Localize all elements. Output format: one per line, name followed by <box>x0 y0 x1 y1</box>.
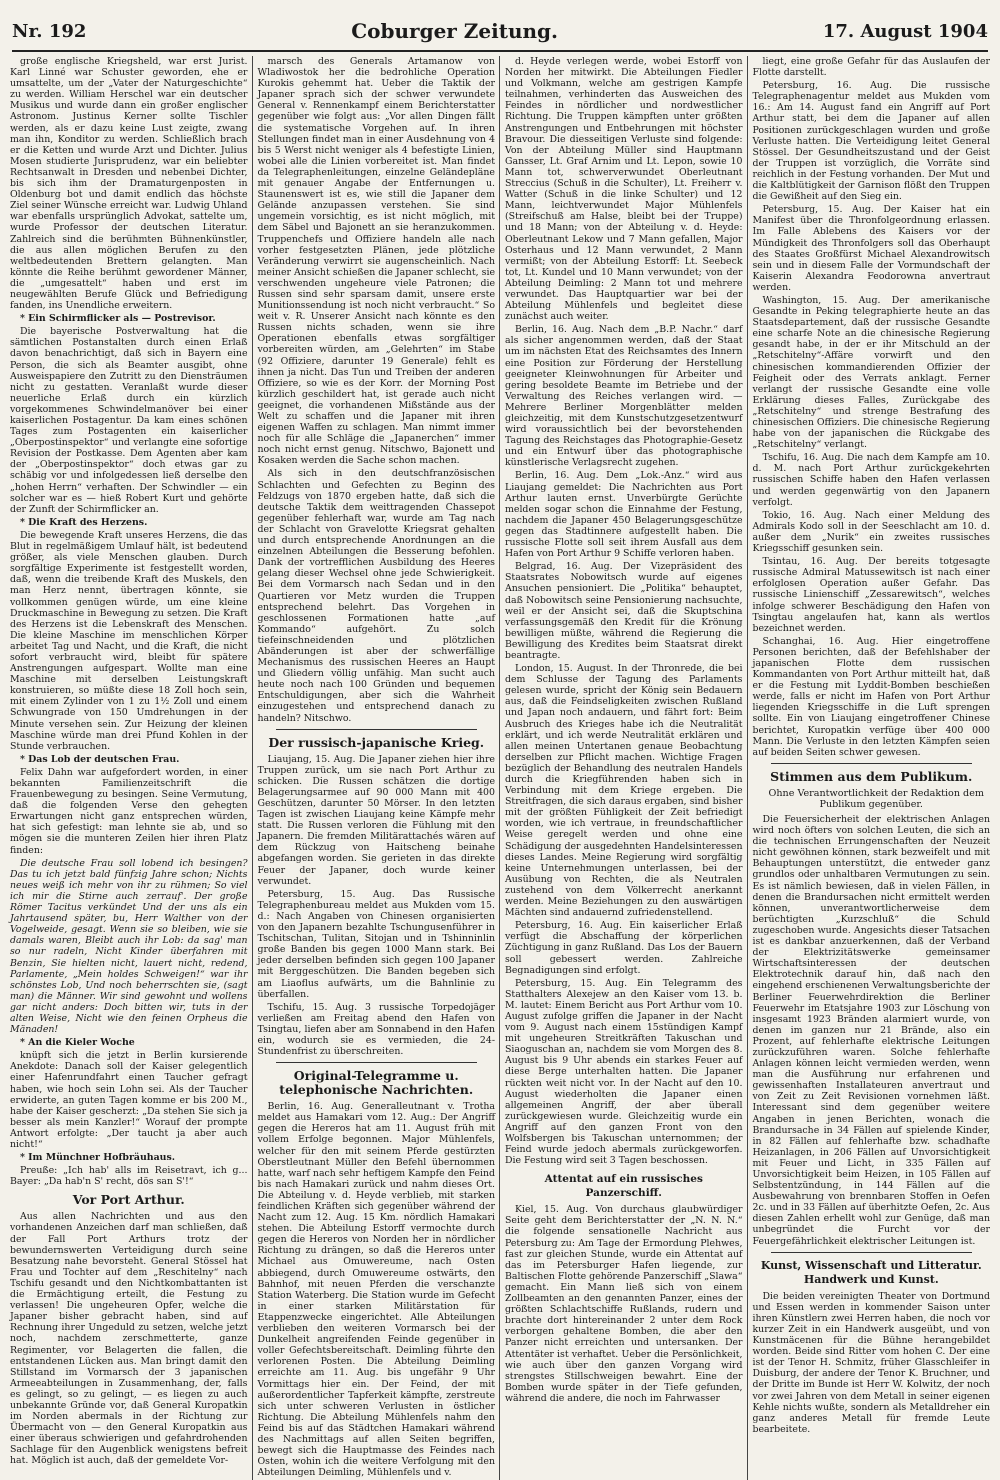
article-text: Schanghai, 16. Aug. Hier eingetroffene Personen berichten, daß der Befehlshaber der japanischen Flotte dem russischen Kommandanten von Port Arthur mitteilt hat, daß er die Festung mit Lyddit-Bomben beschießen werde, falls er nicht im Hafen von Port Arthur liegenden Kriegsschiffe in die Luft sprengen sollte. Ein von Liaujang eingetroffener Chinese berichtet, Kuropatkin verfüge über 400 000 Mann. Die Verluste in den letzten Kämpfen seien auf beiden Seiten schwer gewesen. <box>752 635 990 758</box>
article-text: Berlin, 16. Aug. Nach dem „B.P. Nachr.“ darf als sicher angenommen werden, daß der Staat um im nächsten Etat des Reichsamtes des Innern eine Position zur Förderung der Herstellung geeigneter Kleinwohnungen für Arbeiter und gering besoldete Beamte im Betriebe und der Verwaltung des Reiches verlangen wird. — Mehrere Berliner Morgenblätter melden gleichzeitig, mit dem Kunstschutzgesetzentwurf wird voraussichtlich bei der bevorstehenden Tagung des Reichstages das Photographie-Gesetz und ein Entwurf über das photographische künstlerische Verlagsrecht zugehen. <box>505 324 743 469</box>
article-text: Petersburg, 15. Aug. Ein Telegramm des Statthalters Alexejew an den Kaiser vom 13. b. M. lautet: Einem Bericht aus Port Arthur vom 10. August zufolge griffen die Japaner in der Nacht vom 9. August nach einem 15stündigen Kampf mit ungeheuren Streitkräften Takuschan und Siaoguschan an, nachdem sie vom Morgen des 8. August bis 9 Uhr abends ein starkes Feuer auf diese Berge unterhalten hatten. Die Japaner rückten weit nicht vor. In der Nacht auf den 10. August wiederholten die Japaner einen allgemeinen Angriff, der aber überall zurückgewiesen wurde. Gleichzeitig wurde ein Angriff auf den ganzen Front von den Wolfsbergen bis Takuschan unternommen; der Feind wurde jedoch abermals zurückgeworfen. Die Festung wird seit 3 Tagen beschossen. <box>505 977 743 1167</box>
section-subheading: Ohne Verantwortlichkeit der Redaktion dem Publikum gegenüber. <box>768 787 984 810</box>
article-text: Die Feuersicherheit der elektrischen Anlagen wird noch öfters von solchen Leuten, die sich an die technischen Errungenschaften der Neuzeit nicht gewöhnen können, stark bezweifelt und mit Behauptungen unterstützt, die entweder ganz grundlos oder unhaltbaren Vermutungen zu sein. Es ist nämlich bewiesen, daß in vielen Fällen, in denen die Brandursachen nicht ermittelt werden können, unverantwortlicherweise dem berüchtigten „Kurzschluß“ die Schuld zugeschoben wurde. Angesichts dieser Tatsachen ist es dankbar anzuerkennen, daß der Verband der Elektrizitätswerke gemeinsamer Wirtschaftsinteressen der deutschen Elektrotechnik darauf hin, daß nach den eingehend erschienenen Verwaltungsberichte der Berliner Feuerwehrdirektion die Berliner Feuerwehr im Etatsjahre 1903 zur Löschung von insgesamt 1923 Bränden alarmiert wurde, von denen im ganzen nur 21 Brände, also ein Prozent, auf fehlerhafte elektrische Leitungen zurückzuführen waren. Solche fehlerhafte Anlagen können leicht vermieden werden, wenn man die Ausführung nur erfahrenen und gewissenhaften Installateuren anvertraut und von Zeit zu Zeit Revisionen vornehmen läßt. Interessant sind dem gegenüber weitere Angaben in jenen Berichten, wonach die Brandursache in 34 Fällen auf spielende Kinder, in 82 Fällen auf fehlerhafte bzw. schadhafte Heizanlagen, in 206 Fällen auf Unvorsichtigkeit mit Feuer und Licht, in 335 Fällen auf Unvorsichtigkeit beim Heizen, in 105 Fällen auf Selbstentzündung, in 144 Fällen auf die Ausbewahrung von brennbaren Stoffen in Oefen 2c. und in 33 Fällen auf überhitzte Oefen, 2c. Aus diesen Zahlen erhellt wohl zur Genüge, daß man unbegründet die Furcht vor der Feuergefährlichkeit elektrischer Leitungen ist. <box>752 814 990 1247</box>
article-text: Die beiden vereinigten Theater von Dortmund und Essen werden in kommender Saison unter ihren Künstlern zwei Herren haben, die noch vor kurzer Zeit in ein Handwerk ausgeübt, und von Kunstmäcenen für die Bühne herangebildet worden. Beide sind Ritter vom hohen C. Der eine ist der Tenor H. Schmitz, früher Glasschleifer in Duisburg, der andere der Tenor K. Bruchner, und der Dritte im Bunde ist Herr W. Kolwitz, der noch vor zwei Jahren von dem Metall in seiner eigenen Kehle nichts wußte, sondern als Metalldreher ein ganz anderes Metall für fremde Leute bearbeitete. <box>752 1290 990 1435</box>
page-columns <box>10 56 990 1479</box>
article-text: Washington, 15. Aug. Der amerikanische Gesandte in Peking telegraphierte heute an das Staatsdepartement, daß der russische Gesandte eine scharfe Note an die chinesische Regierung gesandt habe, in der er ihr Mitschuld an der „Retschitelny“-Affäre vorwirft und den chinesischen kommandierenden Offizier der Feigheit oder des Verrats anklagt. Ferner verlangt der russische Gesandte eine volle Erklärung dieses Falles, Zurückgabe des „Retschitelny“ und strenge Bestrafung des chinesischen Offiziers. Die chinesische Regierung habe von der japanischen die Rückgabe des „Retschitelny“ verlangt. <box>752 294 990 451</box>
article-text: London, 15. August. In der Thronrede, die bei dem Schlusse der Tagung des Parlaments gelesen wurde, spricht der König sein Bedauern aus, daß die Feindseligkeiten zwischen Rußland und Japan noch andauern, und fährt fort: Beim Ausbruch des Krieges habe ich die Neutralität erklärt, und ich werde Neutralität erklären und allen meinen Untertanen genaue Beobachtung derselben zur Pflicht machen. Wichtige Fragen bezüglich der Behandlung des neutralen Handels durch die Kriegführenden haben sich in Verbindung mit dem Kriege ergeben. Die Streitfragen, die sich daraus ergaben, sind bisher mit der größten Fühligkeit der Zeit befriedigt worden, wie ich vertraue, in freundschaftlicher Weise geregelt werden und ohne eine Schädigung der ausgedehnten Handelsinteressen dieses Landes. Meine Regierung wird sorgfältig keine Unternehmungen unterlassen, bei der Ausübung von Rechten, die als Neutralen zustehend von dem Völkerrecht anerkannt werden. Meine Beziehungen zu den auswärtigen Mächten sind andauernd zufriedenstellend. <box>505 663 743 919</box>
issue-number: Nr. 192 <box>12 20 87 42</box>
article-text: Aus allen Nachrichten und aus den vorhandenen Anzeichen darf man schließen, daß der Fall Port Arthurs trotz der bewundernswerten Verteidigung durch seine Besatzung nahe bevorsteht. General Stössel hat Frau und Tochter auf dem „Reschitelny“ nach Tschifu gesandt und den Nichtkombattanten ist die Ermächtigung erteilt, die Festung zu verlassen! Die ungeheuren Opfer, welche die Japaner bisher gebracht haben, sind auf Rechnung ihrer Ungeduld zu setzen, welche jetzt noch, nachdem zerschmetterte, ganze Regimenter, vor Belagerten die fallen, die entstandenen Lücken aus. Man bringt damit den Stillstand im Vormarsch der 3 japanischen Armeeabteilungen in Zusammenhang, der, falls es gelingt, so zu gelingt, — es liegen zu auch unbekannte Gründe vor, daß General Kuropatkin im Norden abermals in der Richtung zur Übermacht von — den General Kuropatkin aus einer überaus schwierigen und gefahrdrohenden Sachlage für den Augenblick wenigstens befreit hat. Möglich ist auch, daß der gemeldete Vor- <box>10 1211 248 1467</box>
section-heading: Original-Telegramme u. telephonische Nachrichten. <box>279 1068 474 1098</box>
article-text: * Ein Schirmflicker als — Postrevisor. <box>20 313 216 325</box>
column-3 <box>505 56 743 1480</box>
article-text: Als sich in den deutschfranzösischen Schlachten und Gefechten zu Beginn des Feldzugs von 1870 ergeben hatte, daß sich die deutsche Taktik dem weittragenden Chassepot gegenüber fehlerhaft war, wurde am Tag nach der Schlacht von Gravelotte Kriegsrat gehalten und durch entsprechende Anordnungen an die einzelnen Abteilungen die Besserung befohlen. Dank der vortrefflichen Ausbildung des Heeres gelang dieser Wechsel ohne jede Schwierigkeit. Bei dem Vormarsch nach Sedan und in den Quartieren vor Metz wurden die Truppen entsprechend belehrt. Das Vorgehen in geschlossenen Formationen hatte „auf Kommando“ aufgehört. Zu solch tiefeinschneidenden und plötzlichen Abänderungen ist aber der schwerfällige Mechanismus des russischen Heeres an Haupt und Gliedern völlig unfähig. Man sucht auch heute noch nach 100 Gründen und bequemen Entschuldigungen, aber sich die Wahrheit einzugestehen und entsprechend danach zu handeln? Nitschwo. <box>257 468 495 724</box>
article-text: Die bewegende Kraft unseres Herzens, die das Blut in regelmäßigem Umlauf hält, ist bedeutend größer, als viele Menschen glauben. Durch sorgfältige Experimente ist festgestellt worden, daß, wenn die treibende Kraft des Muskels, den man Herz nennt, übertragen könnte, sie vollkommen genügen würde, um eine kleine Druckmaschine in Bewegung zu setzen. Die Kraft des Herzens ist die Lebenskraft des Menschen. Die kleine Maschine im menschlichen Körper arbeitet Tag und Nacht, und die Kraft, die nicht sofort verbraucht wird, bleibt für spätere Anstrengungen aufgespart. Wollte man eine Maschine mit derselben Leistungskraft konstruieren, so müßte diese 18 Zoll hoch sein, mit einem Zylinder von 1 zu 1½ Zoll und einem Schwungrade von 150 Umdrehungen in der Minute versehen sein. Zur Heizung der kleinen Maschine würde man drei Pfund Kohlen in der Stunde verbrauchen. <box>10 529 248 752</box>
section-heading: Attentat auf ein russisches Panzerschiff. <box>544 1173 703 1200</box>
article-text: * Das Lob der deutschen Frau. <box>20 753 180 765</box>
article-text: d. Heyde verlegen werde, wobei Estorff von Norden her mitwirkt. Die Abteilungen Fiedler und Volkmann, welche am gestrigen Kampfe teilnahmen, verhinderten das Ausweichen des Feindes in nördlicher und nordwestlicher Richtung. Die Truppen kämpften unter größten Anstrengungen und Entbehrungen mit höchster Bravour. Die diesseitigen Verluste sind folgende: Von der Abteilung Müller sind Hauptmann Gansser, Lt. Graf Arnim und Lt. Lepon, sowie 10 Mann tot, schwerverwundet Oberleutnant Streccius (Schuß in die Schulter), Lt. Freiherr v. Watter (Schuß in die linke Schulter) und 12 Mann, leichtverwundet Major Mühlenfels (Streifschuß am Halse, bleibt bei der Truppe) und 18 Mann; von der Abteilung v. d. Heyde: Oberleutnant Lekow und 7 Mann gefallen, Major Osterhaus und 12 Mann verwundet, 2 Mann vermißt; von der Abteilung Estorff: Lt. Seebeck tot, Lt. Kundel und 10 Mann verwundet; von der Abteilung Deimling: 2 Mann tot und mehrere verwundet. Das Hauptquartier war bei der Abteilung Mühlenfels und begleitet diese zunächst auch weiter. <box>505 56 743 323</box>
newspaper-title: Coburger Zeitung. <box>351 19 558 43</box>
poem: Die deutsche Frau soll lobend ich besingen? Das tu ich jetzt bald fünfzig Jahre schon; Nichts neues weiß ich mehr von ihr zu rühmen; So viel ich mir die Stirne auch zerrauf'. Der große Römer Tacitus verkündet Und der uns als ein Jahrtausend später, bu, Herr Walther von der Vogelweide, gesagt. Wenn sie so bleiben, wie sie damals waren, Bleibt auch ihr Lob: da sag' man so nur radeln, Nicht Kinder überfahren mit Benzin, Sie hielten nicht, lauert nicht, redend, Parlamente, „Mein holdes Schweigen!“ war ihr schönstes Lob, Und noch beherrschten sie, (sagt man) die Männer. Wir sind gewohnt und wollens gar nicht anders: Doch bitten wir, tuts in der alten Weise, Nicht wie den feinen Orpheus die Mänaden! <box>10 857 248 1036</box>
article-text: Petersburg, 16. Aug. Die russische Telegraphenagentur meldet aus Mukden vom 16.: Am 14. August fand ein Angriff auf Port Arthur statt, bei dem die Japaner auf allen Positionen zurückgeschlagen wurden und große Verluste hatten. Die Verteidigung leitet General Stössel. Der Gesundheitszustand und der Geist der Truppen ist vorzüglich, die Vorräte sind reichlich in der Festung vorhanden. Der Mut und die Kaltblütigkeit der Garnison flößt den Truppen die Gewißheit auf den Sieg ein. <box>752 80 990 203</box>
column-2 <box>258 56 496 1480</box>
article-text: Belgrad, 16. Aug. Der Vizepräsident des Staatsrates Nobowitsch wurde auf eigenes Ansuchen pensioniert. Die „Politika“ behauptet, daß Nobowitsch seine Pensionierung nachsuchte, weil er der Ansicht sei, daß die Skuptschina verfassungsgemäß den Kredit für die Krönung bewilligen müßte, während die Regierung die Bewilligung des Kredites beim Staatsrat direkt beantragte. <box>505 561 743 661</box>
article-text: Die bayerische Postverwaltung hat die sämtlichen Postanstalten durch einen Erlaß davon benachrichtigt, daß sich in Bayern eine Person, die sich als Beamter ausgibt, ohne Ausweispapiere den Zutritt zu den Diensträumen nicht zu gestatten. Veranlaßt wurde dieser neuerliche Erlaß durch ein kürzlich vorgekommenes Schwindelmanöver bei einer kaiserlichen Postagentur. Da kam eines schönen Tages zum Postagenten ein kaiserlicher „Oberpostinspektor“ und verlangte eine sofortige Revision der Postkasse. Dem Agenten aber kam der „Oberpostinspektor“ doch etwas gar zu schäbig vor und infolgedessen ließ derselbe den „hohen Herrn“ verhaften. Der Schwindler — ein solcher war es — hieß Robert Kurt und gehörte der Zunft der Schirmflicker an. <box>10 326 248 515</box>
section-heading: Der russisch-japanische Krieg. <box>268 734 485 750</box>
section-heading: Kunst, Wissenschaft und Litteratur. Handwerk und Kunst. <box>760 1258 982 1286</box>
column-4 <box>753 56 991 1480</box>
article-text: Tsintau, 16. Aug. Der bereits totgesagte russische Admiral Matussewitsch ist nach einer erfolglosen Operation außer Gefahr. Das russische Linienschiff „Zessarewitsch“, welches infolge schwerer Beschädigung den Hafen von Tsingtau angelaufen hat, kann als wertlos bezeichnet werden. <box>752 556 990 634</box>
section-heading: Stimmen aus dem Publikum. <box>770 768 973 784</box>
article-text: große englische Kriegsheld, war erst Jurist. Karl Linné war Schuster geworden, ehe er umsattelte, um der „Vater der Naturgeschichte“ zu werden. William Herschel war ein deutscher Musikus und wurde dann ein großer englischer Astronom. Justinus Kerner sollte Tischler werden, als er dazu keine Lust zeigte, zwang man ihn, Konditor zu werden. Schließlich brach er die Ketten und wurde Arzt und Dichter. Julius Mosen studierte Jurisprudenz, war ein beliebter Rechtsanwalt in Dresden und nebenbei Dichter, bis sich ihm der Dramaturgenposten in Oldenburg bot und damit endlich das höchste Ziel seiner Wünsche erreicht war. Ludwig Uhland war ebenfalls ursprünglich Advokat, sattelte um, wurde Professor der deutschen Literatur. Zahlreich sind die berühmten Bühnenkünstler, die aus allen möglichen Berufen zu den weltbedeutenden Brettern gelangten. Man könnte die Reihe berühmt gewordener Männer, die „umgesattelt“ haben und erst im neugewählten Berufe Glück und Befriedigung fanden, ins Unendliche erweitern. <box>10 56 248 312</box>
article-text: Felix Dahn war aufgefordert worden, in einer bekannten Familienzeitschrift die Frauenbewegung zu besingen. Seine Vermutung, daß die folgenden Verse den gehegten Erwartungen nicht ganz entsprechen würden, hat sich gefestigt: man lehnte sie ab, und so mögen sie die munteren Zeilen hier ihren Platz finden: <box>10 766 248 856</box>
article-text: Tokio, 16. Aug. Nach einer Meldung des Admirals Kodo soll in der Seeschlacht am 10. d. außer dem „Nurik“ ein zweites russisches Kriegsschiff gesunken sein. <box>752 509 990 555</box>
issue-date: 17. August 1904 <box>822 20 988 42</box>
divider <box>276 729 478 730</box>
article-text: Petersburg, 16. Aug. Ein kaiserlicher Erlaß verfügt die Abschaffung der körperlichen Züchtigung in ganz Rußland. Das Los der Bauern soll gebessert werden. Zahlreiche Begnadigungen sind erfolgt. <box>505 920 743 976</box>
article-text: liegt, eine große Gefahr für das Auslaufen der Flotte darstellt. <box>752 56 990 79</box>
section-heading: Vor Port Arthur. <box>72 1192 185 1208</box>
divider <box>276 1062 478 1063</box>
article-text: marsch des Generals Artamanow von Wladiwostok her die bedrohliche Operation Kurokis gehemmt hat. Ueber die Taktik der Japaner sprach sich der schwer verwundete General v. Rennenkampf einem Berichterstatter gegenüber wie folgt aus: „Vor allen Dingen fällt die systematische Vorgehen auf. In ihren Stellungen findet man in einer Ausdehnung von 4 bis 5 Werst nicht weniger als 4 befestigte Linien, wobei alle die Linien vorbereitet ist. Man findet da Telegraphenleitungen, einzelne Geländepläne mit genauer Angabe der Entfernungen u. Staunenswert ist es, wie still die Japaner dem Gelände anzupassen verstehen. Sie sind ungemein vorsichtig, es ist nicht möglich, mit dem Säbel und Bajonett an sie heranzukommen. Truppenchefs und Offiziere handeln alle nach vorher festgesetzten Plänen, jede plötzliche Veränderung verwirrt sie augenscheinlich. Nach meiner Ansicht schießen die Japaner schlecht, sie verschwenden ungeheure viele Patronen; die Russen sind sehr sparsam damit, unsere erste Munitionssendung ist noch nicht verbraucht.“ So weit v. R. Unserer Ansicht nach könnte es den Russen nichts schaden, wenn sie ihre Operationen ebenfalls etwas sorgfältiger vorbereiten würden, am „Gelehrten“ im Stabe (92 Offiziere, darunter 19 Generale) fehlt es ihnen ja nicht. Das Tun und Treiben der anderen Offiziere, so wie es der Korr. der Morning Post kürzlich geschildert hat, ist gerade auch nicht geeignet, die vorhandenen Mißstände aus der Welt zu schaffen und die Japaner mit ihren eigenen Waffen zu schlagen. Man nimmt immer noch für alle Schläge die „Japanerchen“ immer noch nicht ernst genug. Nitschwo, Bajonett und Kosaken werden die Sache schon machen. <box>257 56 495 467</box>
article-text: Petersburg, 15. Aug. Das Russische Telegraphenbureau meldet aus Mukden vom 15. d.: Nach Angaben von Chinesen organisierten von den Japanern bezahlte Tschungusenführer in Tschitschan, Tulitan, Sitojan und in Tshinninlin große Banden bis gegen 1000 Mann stark. Bei jeder derselben befinden sich gegen 100 Japaner mit Berggeschützen. Die Banden begeben sich am Liaoflus aufwärts, um die Bahnlinie zu überfallen. <box>257 888 495 1000</box>
divider <box>771 1252 973 1253</box>
masthead <box>12 16 988 46</box>
article-text: Liaujang, 15. Aug. Die Japaner ziehen hier ihre Truppen zurück, um sie nach Port Arthur zu schicken. Die Russen schätzen die dortige Belagerungsarmee auf 90 000 Mann mit 400 Geschützen, darunter 50 Mörser. In den letzten Tagen ist zwischen Liaujang keine Kämpfe mehr statt. Die Russen verloren die Fühlung mit den Japanern. Die fremden Militärattachés wären auf dem Rückzug von Haitscheng beinahe abgefangen worden. Sie gerieten in das direkte Feuer der Japaner, doch wurde keiner verwundet. <box>257 753 495 887</box>
article-text: knüpft sich die jetzt in Berlin kursierende Anekdote: Danach soll der Kaiser gelegentlich einer Hafenrundfahrt einen Taucher gefragt haben, wie hoch sein Lohn sei. Als der Taucher erwiderte, an guten Tagen komme er bis 200 M., habe der Kaiser gescherzt: „Da stehen Sie sich ja besser als mein Kanzler!“ Worauf der prompte Antwort erfolgte: „Der taucht ja aber auch nicht!“ <box>10 1050 248 1150</box>
article-text: Petersburg, 15. Aug. Der Kaiser hat ein Manifest über die Thronfolgeordnung erlassen. Im Falle Ablebens des Kaisers vor der Mündigkeit des Thronfolgers soll das Oberhaupt des Staates Großfürst Michael Alexandrowitsch sein und in diesem Falle der Vormundschaft der Kaiserin Alexandra Feodorowna anvertraut werden. <box>752 204 990 293</box>
article-text: Preuße: „Ich hab' alls im Reisetravt, ich g... Bayer: „Da hab'n S' recht, dös san S'!“ <box>10 1165 248 1188</box>
article-text: Kiel, 15. Aug. Von durchaus glaubwürdiger Seite geht dem Berichterstatter der „N. N. N.“ die folgende sensationelle Nachricht aus Petersburg zu: Am Tage der Ermordung Plehwes, fast zur gleichen Stunde, wurde ein Attentat auf das im Petersburger Hafen liegende, zur Baltischen Flotte gehörende Panzerschiff „Slawa“ gemacht. Ein Mann ließ sich von einem Zollbeamten an den genannten Panzer, eines der größten Schlachtschiffe Rußlands, rudern und brachte dort hintereinander 2 unter dem Rock verborgen gehaltene Bomben, die aber den Panzer nicht erreichten und untersanken. Der Attentäter ist verhaftet. Ueber die Persönlichkeit, wie auch über den ganzen Vorgang wird strengstes Stillschweigen bewahrt. Eine der Bomben wurde später in der Tiefe gefunden, während die andere, die noch im Fahrwasser <box>505 1204 743 1404</box>
article-text: Tschifu, 16. Aug. Die nach dem Kampfe am 10. d. M. nach Port Arthur zurückgekehrten russischen Schiffe haben den Hafen verlassen und werden gegenwärtig von den Japanern verfolgt. <box>752 452 990 508</box>
column-1 <box>10 56 248 1480</box>
article-text: * Die Kraft des Herzens. <box>20 516 148 528</box>
divider <box>771 763 973 764</box>
article-text: * Im Münchner Hofbräuhaus. <box>20 1152 176 1164</box>
masthead-rule <box>12 50 988 52</box>
article-text: Tschifu, 15. Aug. 3 russische Torpedojäger verließen am Freitag abend den Hafen von Tsingtau, liefen aber am Sonnabend in den Hafen ein, wodurch sie es vermieden, die 24-Stundenfrist zu überschreiten. <box>257 1001 495 1058</box>
article-text: Berlin, 16. Aug. Generalleutnant v. Trotha meldet aus Hamakari vom 12. Aug.: Der Angriff gegen die Hereros hat am 11. August früh mit vollem Erfolge begonnen. Major Mühlenfels, welcher für den mit seinem Pferde gestürzten Oberstleutnant Müller den Befehl übernommen hatte, warf nach sehr heftigem Kampfe den Feind bis nach Hamakari zurück und nahm dieses Ort. Die Abteilung v. d. Heyde verblieb, mit starken feindlichen Kräften sich gegenüber während der Nacht zum 12. Aug. 15 Km. nördlich Hamakari stehen. Die Abteilung Estorff vermochte durch gegen die Hereros von Norden her in nördlicher Richtung zu drängen, so daß die Hereros unter Michael aus Omuwereume, nach Osten abbiegend, durch Omuwereume ostwärts, den Bahnhof, mit neuen Pferden die verschanzte Station Waterberg. Die Station wurde im Gefecht in einer starken Militärstation für Etappenzwecke eingerichtet. Alle Abteilungen verblieben den weiteren Vormarsch bei der Dunkelheit angreifenden Feinde gegenüber in voller Gefechtsbereitschaft. Deimling führte den verlorenen Posten. Die Abteilung Deimling erreichte am 11. Aug. bis ungefähr 9 Uhr Vormittags hier ein. Der Feind, der mit außerordentlicher Tapferkeit kämpfte, zerstreute sich unter schweren Verlusten in östlicher Richtung. Die Abteilung Mühlenfels nahm den Feind bis auf das Städtchen Hamakari während des Nachmittags auf allen Seiten begriffen, bewegt sich die Hauptmasse des Feindes nach Osten, wohin ich die weitere Verfolgung mit den Abteilungen Deimling, Mühlenfels und v. <box>257 1101 495 1479</box>
article-text: * An die Kieler Woche <box>20 1037 135 1049</box>
article-text: Berlin, 16. Aug. Dem „Lok.-Anz.“ wird aus Liaujang gemeldet: Die Nachrichten aus Port Arthur lauten ernst. Unverbürgte Gerüchte melden sogar schon die Einnahme der Festung, nachdem die Japaner 450 Belagerungsgeschütze gegen das Stadtinnere aufgestellt haben. Die russische Flotte soll seit ihrem Ausfall aus dem Hafen von Port Arthur 9 Schiffe verloren haben. <box>505 470 743 560</box>
